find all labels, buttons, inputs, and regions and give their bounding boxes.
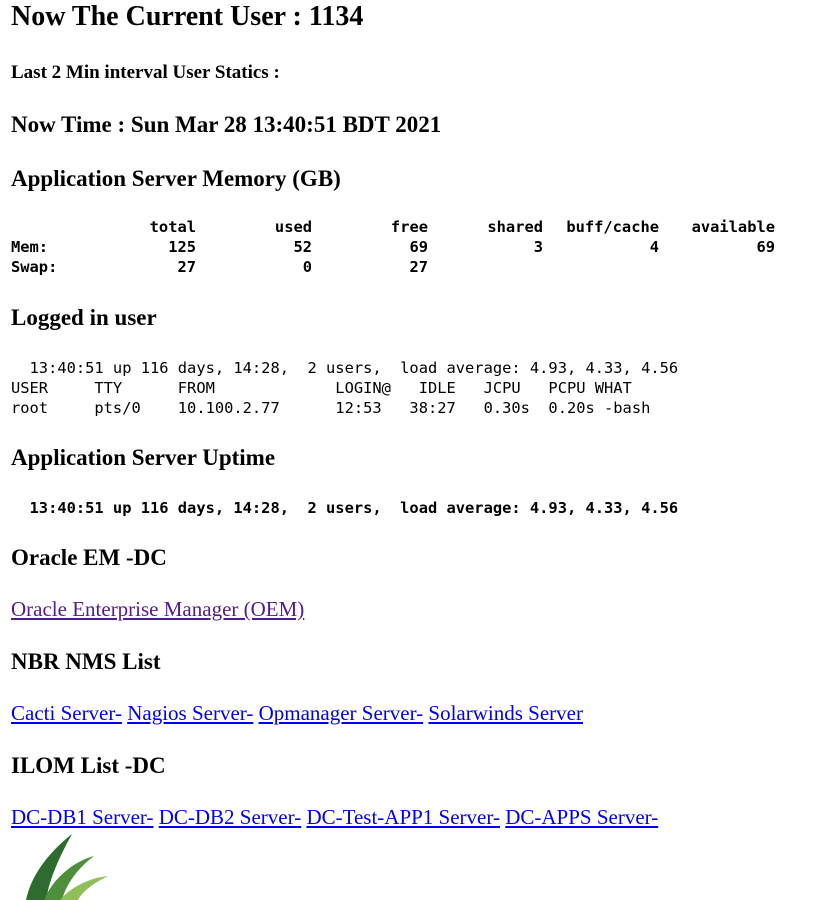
oracle-oem-link[interactable]: Oracle Enterprise Manager (OEM): [11, 597, 305, 621]
oracle-links: [11, 596, 826, 622]
logged-in-header-line: USER TTY FROM LOGIN@ IDLE JCPU PCPU WHAT: [11, 379, 632, 397]
dc-apps-server-link[interactable]: DC-APPS Server-: [505, 805, 659, 829]
memory-table: [11, 217, 775, 277]
memory-cell: 0: [302, 258, 312, 276]
memory-col-used: used: [274, 218, 312, 236]
nms-links: [11, 700, 826, 726]
current-user-heading: Now The Current User : 1134: [11, 1, 364, 32]
uptime-line: 13:40:51 up 116 days, 14:28, 2 users, load average: 4.93, 4.33, 4.56: [11, 499, 679, 517]
memory-col-shared: shared: [487, 218, 543, 236]
uptime-heading: Application Server Uptime: [11, 445, 276, 470]
dc-db1-server-link[interactable]: DC-DB1 Server-: [11, 805, 154, 829]
oracle-heading: Oracle EM -DC: [11, 545, 167, 570]
now-time-heading: Now Time : Sun Mar 28 13:40:51 BDT 2021: [11, 112, 442, 137]
memory-cell: 69: [409, 238, 428, 256]
memory-cell: [659, 257, 775, 277]
memory-row-swap: [11, 257, 775, 277]
dc-test-app1-server-link[interactable]: DC-Test-APP1 Server-: [306, 805, 500, 829]
memory-col-buff-cache: buff/cache: [566, 218, 659, 236]
logged-in-uptime-line: 13:40:51 up 116 days, 14:28, 2 users, load average: 4.93, 4.33, 4.56: [11, 359, 679, 377]
memory-cell: 125: [168, 238, 196, 256]
solarwinds-server-link[interactable]: Solarwinds Server: [428, 701, 583, 725]
memory-cell: 27: [409, 258, 428, 276]
memory-cell: 3: [533, 238, 543, 256]
opmanager-server-link[interactable]: Opmanager Server-: [258, 701, 424, 725]
memory-col-free: free: [390, 218, 428, 236]
memory-row-label: Mem:: [11, 238, 49, 256]
dc-db2-server-link[interactable]: DC-DB2 Server-: [158, 805, 302, 829]
nagios-server-link[interactable]: Nagios Server-: [127, 701, 254, 725]
memory-cell: [543, 257, 659, 277]
logged-in-output: [11, 358, 826, 418]
ilom-links: [11, 804, 826, 830]
memory-row-mem: [11, 237, 775, 257]
logged-in-row-line: root pts/0 10.100.2.77 12:53 38:27 0.30s 0.20s -bash: [11, 399, 651, 417]
memory-cell: 27: [177, 258, 196, 276]
memory-col-available: available: [691, 218, 775, 236]
memory-cell: [428, 257, 543, 277]
memory-heading: Application Server Memory (GB): [11, 166, 341, 191]
user-statics-heading: Last 2 Min interval User Statics :: [11, 62, 280, 83]
cacti-server-link[interactable]: Cacti Server-: [11, 701, 122, 725]
memory-row-label: Swap:: [11, 258, 58, 276]
nms-heading: NBR NMS List: [11, 649, 161, 674]
memory-cell: 69: [756, 238, 775, 256]
memory-cell: 4: [649, 238, 659, 256]
memory-cell: 52: [293, 238, 312, 256]
memory-header-row: [11, 217, 775, 237]
page-content: [11, 0, 826, 830]
leaf-logo-icon: [22, 832, 112, 900]
memory-col-blank: [11, 217, 101, 237]
ilom-heading: ILOM List -DC: [11, 753, 166, 778]
memory-col-total: total: [149, 218, 196, 236]
logged-in-heading: Logged in user: [11, 305, 157, 330]
